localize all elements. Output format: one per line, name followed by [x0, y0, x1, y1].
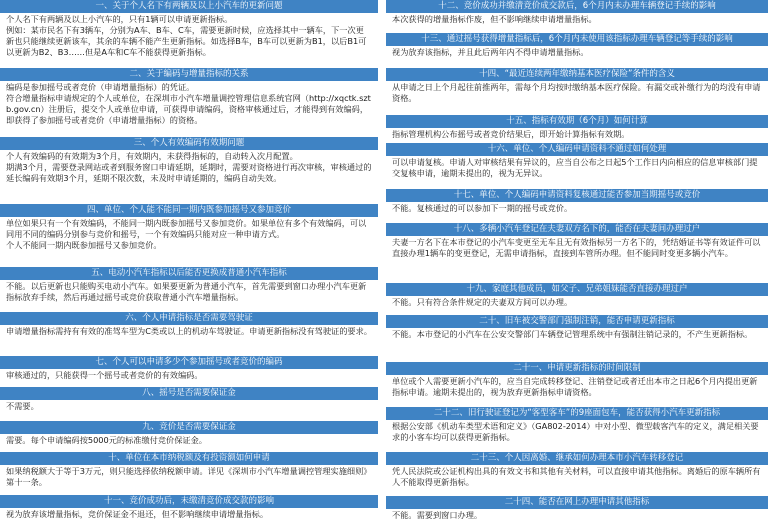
section-body: 审核通过的，只能获得一个摇号或者竞价的有效编码。 — [6, 370, 203, 380]
section-body: 根据公安部《机动车类型术语和定义》（GA802-2014）中对小型、微型载客汽车的定义，满足相关要求的小客车均可以获得更新指标。 — [392, 421, 759, 442]
section-body: 视为放弃该增量指标，竞价保证金不退还，但不影响继续申请增量指标。 — [6, 509, 269, 519]
section-body: 凭人民法院或公证机构出具的有效文书和其他有关材料，可以直接申请其他指标。离婚后的原车辆所有人不能取得更新指标。 — [392, 466, 761, 487]
section-body: 编码是参加摇号或者竞价（申请增量指标）的凭证。 符合增量指标申请规定的个人或单位，在深圳市小汽车增量调控管理信息系统官网（http://xqctk.sztb.gov.cn）注册后，提交个人或单位申请，可获得申请编码，资格审核通过后，才能得到有效编码，即获得了参加摇号或者竞价（申请增量指标）的资格。 — [6, 82, 371, 125]
section-header: 十二、竞价成功并缴清竞价成交款后，6个月内未办理车辆登记手续的影响 — [386, 0, 768, 13]
section-body: 不需要。 — [6, 401, 39, 411]
faq-column-left — [0, 0, 378, 522]
section-header: 二十一、申请更新指标的时间限制 — [386, 362, 768, 375]
section-header: 九、竞价是否需要保证金 — [0, 421, 378, 434]
section-header: 六、个人申请指标是否需要驾驶证 — [0, 312, 378, 325]
faq-column-right — [386, 0, 768, 523]
section-body: 视为放弃该指标，并且此后两年内不得申请增量指标。 — [392, 47, 589, 57]
section-header: 十五、指标有效期（6个月）如何计算 — [386, 115, 768, 128]
section-body: 可以申请复核。申请人对审核结果有异议的，应当自公布之日起5个工作日内向相应的信息审核部门提交复核申请，逾期未提出的，视为无异议。 — [392, 157, 758, 178]
section-header: 五、电动小汽车指标以后能否更换成普通小汽车指标 — [0, 267, 378, 280]
section-header: 十九、家庭其他成员，如父子、兄弟姐妹能否直接办理过户 — [386, 283, 768, 296]
section-header: 三、个人有效编码有效期问题 — [0, 137, 378, 150]
section-header: 二十四、能否在网上办理申请其他指标 — [386, 496, 768, 509]
section-header: 七、个人可以申请多少个参加摇号或者竞价的编码 — [0, 356, 378, 369]
section-header: 十四、“最近连续两年缴纳基本医疗保险”条件的含义 — [386, 68, 768, 81]
section-header: 二十二、旧行驶证登记为“客型客车”的9座面包车，能否获得小汽车更新指标 — [386, 407, 768, 420]
section-body: 不能。复核通过的可以参加下一期的摇号或竞价。 — [392, 203, 573, 213]
section-header: 一、关于个人名下有两辆及以上小汽车的更新问题 — [0, 0, 378, 13]
section-body: 需要。每个申请编码按5000元的标准缴付竞价保证金。 — [6, 435, 207, 445]
section-body: 夫妻一方名下在本市登记的小汽车变更至无车且无有效指标另一方名下的，凭结婚证书等有效证件可以直接办理1辆车的变更登记，无需申请指标，直接到车管所办理。但不能同时变更多辆小汽车。 — [392, 237, 761, 258]
section-header: 二十三、个人因离婚、继承如何办理本市小汽车转移登记 — [386, 452, 768, 465]
section-header: 十一、竞价成功后，未缴清竞价成交款的影响 — [0, 495, 378, 508]
section-header: 十八、多辆小汽车登记在夫妻双方名下的，能否在夫妻间办理过户 — [386, 223, 768, 236]
section-header: 十三、通过摇号获得增量指标后，6个月内未使用该指标办理车辆登记等手续的影响 — [386, 33, 768, 46]
section-body: 单位或个人需要更新小汽车的，应当自完成转移登记、注销登记或者迁出本市之日起6个月内提出更新指标申请。逾期未提出的，视为放弃更新指标申请资格。 — [392, 376, 758, 397]
section-header: 四、单位、个人能不能同一期内既参加摇号又参加竞价 — [0, 204, 378, 217]
section-header: 八、摇号是否需要保证金 — [0, 387, 378, 400]
section-body: 如果纳税额大于等于3万元，则只能选择依纳税额申请。详见《深圳市小汽车增量调控管理实施细则》第十一条。 — [6, 466, 372, 487]
section-body: 不能。本市登记的小汽车在公安交警部门车辆登记管理系统中有强制注销记录的，不产生更新指标。 — [392, 329, 753, 339]
section-body: 从申请之日上个月起往前推两年，需每个月均按时缴纳基本医疗保险。有漏交或补缴行为的均没有申请资格。 — [392, 82, 761, 103]
section-header: 十六、单位、个人编码申请资料不通过如何处理 — [386, 143, 768, 156]
section-body: 个人名下有两辆及以上小汽车的，只有1辆可以申请更新指标。 例如：某市民名下有3辆车，分别为A车、B车、C车，需要更新时候，应选择其中一辆车，下一次更新也只能继续更新该车，其余的车辆不能产生更新指标。如选择B车，B车可以更新为B1，以后B1可以更新为B2、B3……但是A车和C车不能获得更新指标。 — [6, 14, 367, 57]
section-header: 十、单位在本市纳税额及有投资额如何申请 — [0, 452, 378, 465]
section-body: 单位如果只有一个有效编码，不能同一期内既参加摇号又参加竞价。如果单位有多个有效编码，可以同用不同的编码分别参与竞价和摇号，一个有效编码只能对应一种申请方式。 个人不能同一期内既参加摇号又参加竞价。 — [6, 218, 367, 250]
section-header: 二十、旧车被交警部门强制注销，能否申请更新指标 — [386, 315, 768, 328]
section-body: 申请增量指标需持有有效的准驾车型为C类或以上的机动车驾驶证。申请更新指标没有驾驶证的要求。 — [6, 326, 372, 336]
section-body: 不能。以后更新也只能购买电动小汽车。如果要更新为普通小汽车，首先需要到窗口办理小汽车更新指标放弃手续，然后再通过摇号或竞价获取普通小汽车增量指标。 — [6, 281, 367, 302]
section-body: 不能。只有符合条件规定的夫妻双方间可以办理。 — [392, 297, 573, 307]
section-body: 不能。需要到窗口办理。 — [392, 510, 483, 520]
section-body: 本次获得的增量指标作废，但不影响继续申请增量指标。 — [392, 14, 597, 24]
section-body: 指标管理机构公布摇号或者竞价结果后，即开始计算指标有效期。 — [392, 129, 630, 139]
section-body: 个人有效编码的有效期为3个月，有效期内，未获得指标的，自动转入次月配置。 期满3个月，需要登录网站或者到服务窗口申请延期，延期时，需要对资格进行再次审核，审核通过的延长编码有效期3个月，延期不限次数，未及时申请延期的，编码自动失效。 — [6, 151, 372, 183]
section-header: 二、关于编码与增量指标的关系 — [0, 68, 378, 81]
section-header: 十七、单位、个人编码申请资料复核通过能否参加当期摇号或竞价 — [386, 189, 768, 202]
